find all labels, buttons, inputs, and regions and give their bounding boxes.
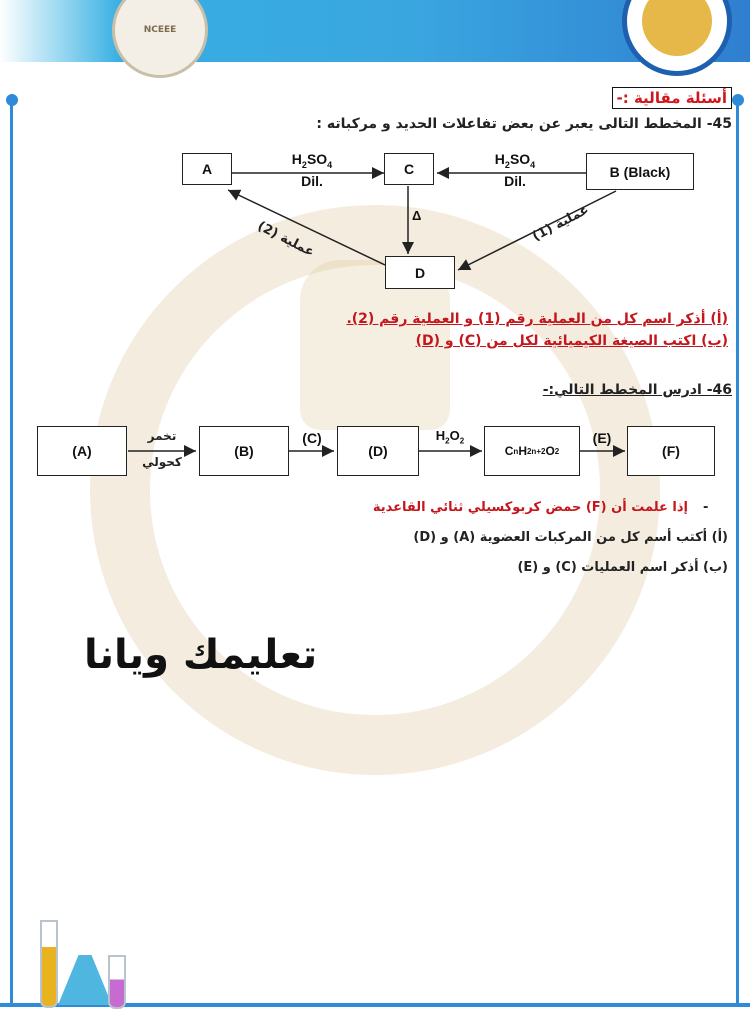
box-b: B (Black)	[586, 153, 694, 190]
q45-part-a: (أ) أذكر اسم كل من العملية رقم (1) و العملية رقم (2).	[346, 311, 728, 327]
reagent-left: $H_2SO_4$ Dil.	[291, 151, 333, 189]
box-46-b: (B)	[199, 426, 289, 476]
heat-symbol: Δ	[412, 208, 422, 223]
arrow2-label: (C)	[302, 430, 322, 446]
box-46-f: (F)	[627, 426, 715, 476]
arrow3-label: $H_2O_2$	[435, 428, 465, 446]
box-46-a: (A)	[37, 426, 127, 476]
arrow1-top-label: تخمر	[147, 429, 177, 443]
q46-given: إذا علمت أن (F) حمض كربوكسيلي ثنائي القاعدية	[372, 500, 688, 515]
test-tube-icon	[40, 920, 58, 1008]
q46-bullet: -	[703, 500, 709, 515]
question-45-text: 45- المخطط التالى يعبر عن بعض تفاعلات الحديد و مركباته :	[316, 116, 732, 132]
q46-part-b: (ب) أذكر اسم العمليات (C) و (E)	[517, 560, 728, 575]
arrow1-bottom-label: كحولي	[142, 455, 182, 469]
reagent-right: $H_2SO_4$ Dil.	[494, 151, 536, 189]
section-title: أسئلة مقالية :-	[612, 87, 732, 109]
test-tube-2-icon	[108, 955, 126, 1009]
box-a: A	[182, 153, 232, 185]
process-2-label: عملية (2)	[254, 218, 317, 261]
box-d: D	[385, 256, 455, 289]
q45-part-b: (ب) اكتب الصيغة الكيميائية لكل من (C) و (D)	[415, 333, 728, 349]
box-46-d: (D)	[337, 426, 419, 476]
footer-caption: تعليمك ويانا	[84, 632, 318, 678]
question-46-text: 46- ادرس المخطط التالي:-	[542, 382, 732, 398]
nceee-logo-text: NCEEE	[143, 25, 177, 35]
box-46-formula: C n H 2n+2 O 2	[484, 426, 580, 476]
arrow4-label: (E)	[592, 430, 612, 446]
box-c: C	[384, 153, 434, 185]
q46-part-a: (أ) أكتب أسم كل من المركبات العضوية (A) و (D)	[413, 530, 728, 545]
process-1-label: عملية (1)	[530, 202, 592, 245]
